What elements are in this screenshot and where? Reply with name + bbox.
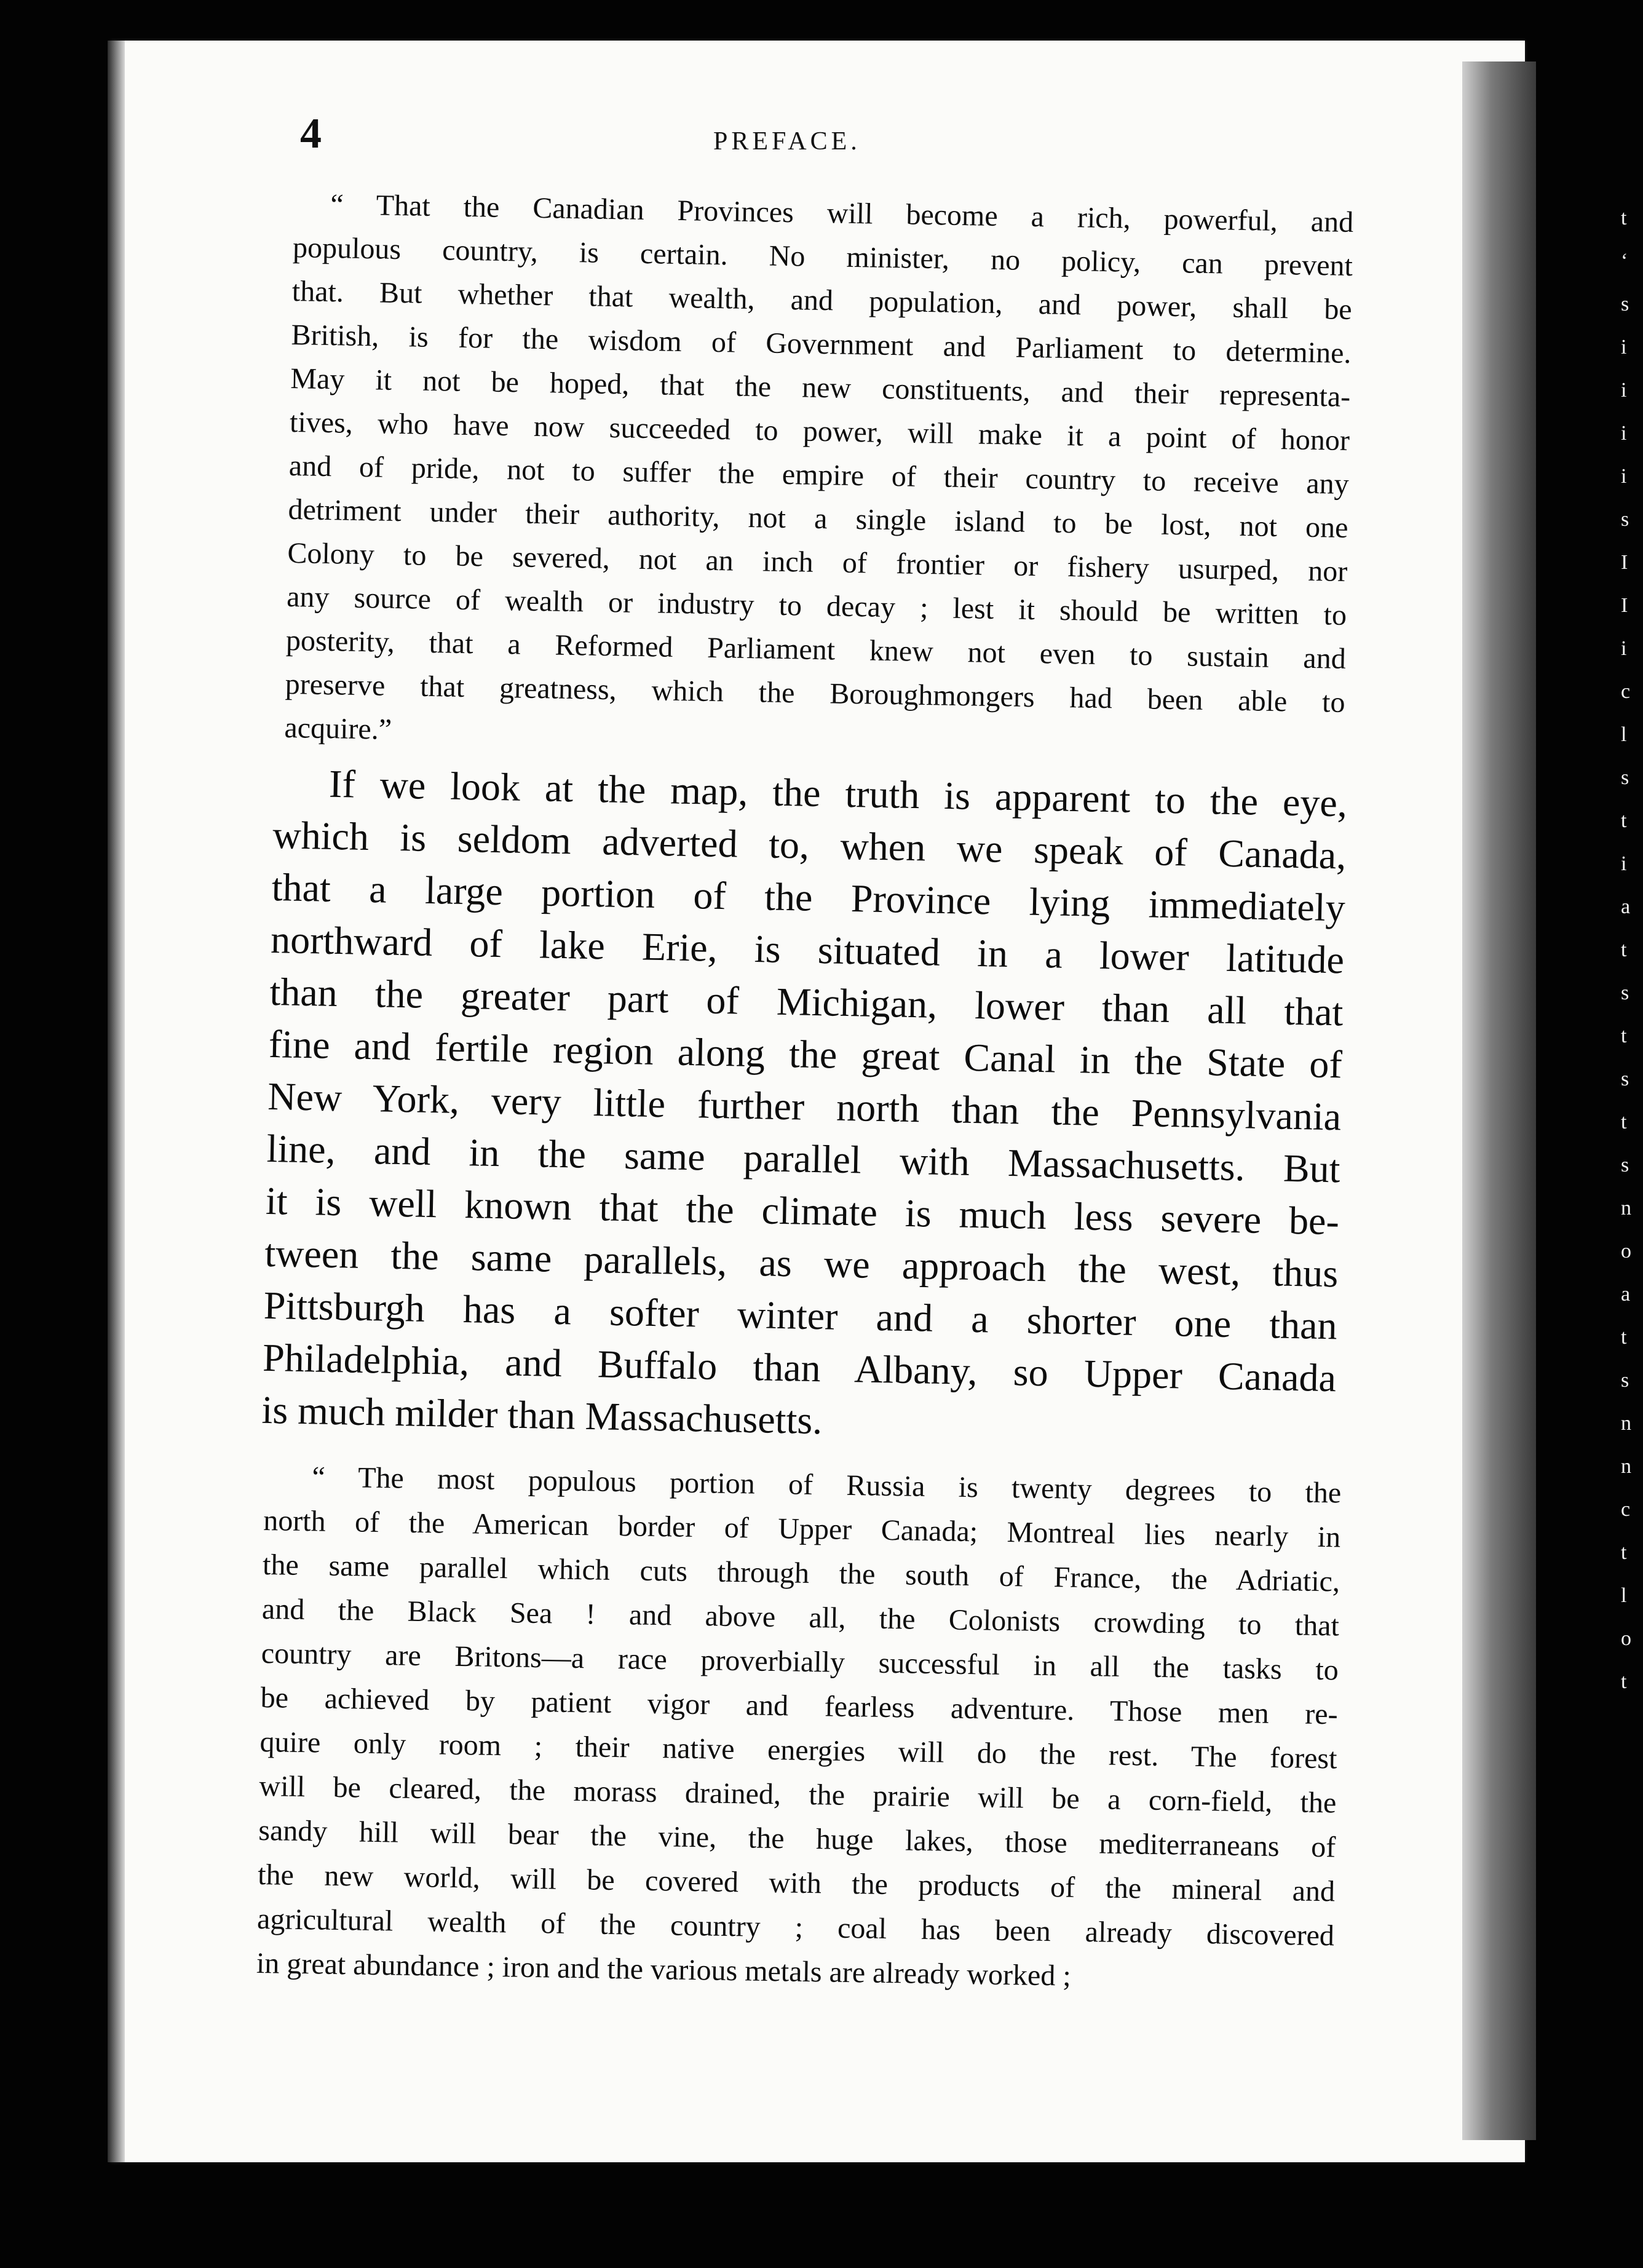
paragraph-line: If we look at the map, the truth is apparent to the eye,	[328, 761, 1348, 825]
facing-page-letter: o	[1621, 1627, 1631, 1650]
facing-page-letter: s	[1621, 1068, 1629, 1090]
paragraph-line: fine and fertile region along the great Canal in the State of	[268, 1021, 1343, 1087]
running-head: PREFACE.	[713, 127, 861, 156]
facing-page-letter: s	[1621, 766, 1629, 789]
facing-page-letter: s	[1621, 981, 1629, 1004]
quote-line: populous country, is certain. No minister, no policy, can prevent	[292, 231, 1353, 283]
facing-page-letter: a	[1621, 1283, 1631, 1306]
facing-page-letter: t	[1621, 1025, 1627, 1047]
quote-line: preserve that greatness, which the Boroughmongers had been able to	[285, 667, 1345, 719]
quotation-block-1	[284, 182, 1354, 768]
quote-line: and of pride, not to suffer the empire of their country to receive any	[288, 449, 1350, 501]
quote-line: be achieved by patient vigor and fearless adventure. Those men re-	[260, 1681, 1338, 1731]
quote-line: and the Black Sea ! and above all, the Colonists crowding to that	[261, 1592, 1340, 1643]
paragraph-line: Philadelphia, and Buffalo than Albany, so Upper Canada	[262, 1335, 1337, 1400]
paragraph-line: tween the same parallels, as we approach the west, thus	[264, 1231, 1339, 1296]
quote-line: agricultural wealth of the country ; coal has been already discovered	[256, 1902, 1335, 1953]
facing-page-letter: c	[1621, 680, 1631, 703]
facing-page-letter: t	[1621, 207, 1627, 229]
paragraph-line: Pittsburgh has a softer winter and a shorter one than	[263, 1283, 1338, 1348]
page-number: 4	[300, 110, 322, 157]
facing-page-letter: t	[1621, 1111, 1627, 1133]
quote-line: sandy hill will bear the vine, the huge lakes, those mediterraneans of	[258, 1814, 1336, 1864]
facing-page-fragments	[1621, 197, 1639, 1703]
facing-page-letter: n	[1621, 1197, 1631, 1219]
paragraph-line: than the greater part of Michigan, lower than all that	[269, 969, 1344, 1034]
quote-line: Colony to be severed, not an inch of frontier or fishery usurped, nor	[287, 536, 1348, 588]
binding-shadow	[1462, 61, 1536, 2140]
facing-page-letter: a	[1621, 895, 1631, 918]
quote-line: British, is for the wisdom of Government and Parliament to determine.	[291, 318, 1352, 370]
facing-page-letter: l	[1621, 723, 1627, 746]
paragraph-line: New York, very little further north than the Pennsylvania	[267, 1074, 1342, 1139]
paragraph-line: which is seldom adverted to, when we speak of Canada,	[272, 812, 1347, 878]
facing-page-letter: t	[1621, 1326, 1627, 1349]
facing-page-letter: t	[1621, 938, 1627, 961]
facing-page-letter: i	[1621, 336, 1627, 359]
facing-page-letter: s	[1621, 508, 1629, 531]
facing-page-letter: s	[1621, 1369, 1629, 1392]
facing-page-letter: I	[1621, 594, 1628, 617]
paragraph-line: northward of lake Erie, is situated in a lower latitude	[270, 917, 1345, 982]
quote-line: the new world, will be covered with the products of the mineral and	[257, 1858, 1336, 1908]
quote-line: will be cleared, the morass drained, the prairie will be a corn-field, the	[259, 1769, 1337, 1820]
paragraph-line: it is well known that the climate is much less severe be-	[265, 1178, 1340, 1243]
quote-line: that. But whether that wealth, and population, and power, shall be	[291, 274, 1353, 327]
facing-page-letter: l	[1621, 1584, 1627, 1607]
paragraph-line: line, and in the same parallel with Massachusetts. But	[266, 1126, 1341, 1191]
main-paragraph	[261, 756, 1348, 1456]
quote-line: May it not be hoped, that the new constituents, and their representa-	[290, 362, 1351, 414]
quote-line: detriment under their authority, not a single island to be lost, not one	[288, 493, 1348, 545]
facing-page-letter: i	[1621, 637, 1627, 660]
quote-line: in great abundance ; iron and the various metals are already worked ;	[256, 1946, 1072, 1992]
quote-line: quire only room ; their native energies will do the rest. The forest	[259, 1725, 1337, 1775]
quote-line: north of the American border of Upper Canada; Montreal lies nearly in	[263, 1504, 1341, 1554]
quote-line: tives, who have now succeeded to power, will make it a point of honor	[289, 405, 1350, 458]
quote-line: any source of wealth or industry to decay ; lest it should be written to	[286, 580, 1347, 632]
quote-line: posterity, that a Reformed Parliament knew not even to sustain and	[285, 624, 1347, 675]
paragraph-line: that a large portion of the Province lying immediately	[271, 865, 1346, 930]
facing-page-letter: c	[1621, 1498, 1631, 1521]
facing-page-letter: s	[1621, 1154, 1629, 1176]
facing-page-letter: t	[1621, 1541, 1627, 1564]
facing-page-letter: i	[1621, 422, 1627, 445]
facing-page-letter: n	[1621, 1412, 1631, 1435]
quote-line: country are Britons—a race proverbially successful in all the tasks to	[261, 1636, 1339, 1687]
facing-page-letter: n	[1621, 1455, 1631, 1478]
facing-page-letter: s	[1621, 293, 1629, 315]
facing-page-letter: I	[1621, 551, 1628, 574]
quote-line: acquire.”	[284, 711, 392, 746]
facing-page-letter: ‘	[1621, 250, 1628, 272]
facing-page-letter: i	[1621, 379, 1627, 402]
facing-page-letter: i	[1621, 465, 1627, 488]
quote-line: “ The most populous portion of Russia is twenty degrees to the	[312, 1461, 1342, 1510]
facing-page-letter: t	[1621, 809, 1627, 832]
facing-page-letter: o	[1621, 1240, 1631, 1263]
paragraph-line: is much milder than Massachusetts.	[261, 1387, 823, 1443]
quote-line: the same parallel which cuts through the south of France, the Adriatic,	[262, 1548, 1340, 1598]
page-edge	[108, 41, 125, 2162]
facing-page-letter: i	[1621, 852, 1627, 875]
facing-page-letter: t	[1621, 1670, 1627, 1693]
quotation-block-2	[256, 1454, 1341, 2002]
quote-line: “ That the Canadian Provinces will become a rich, powerful, and	[330, 188, 1354, 239]
